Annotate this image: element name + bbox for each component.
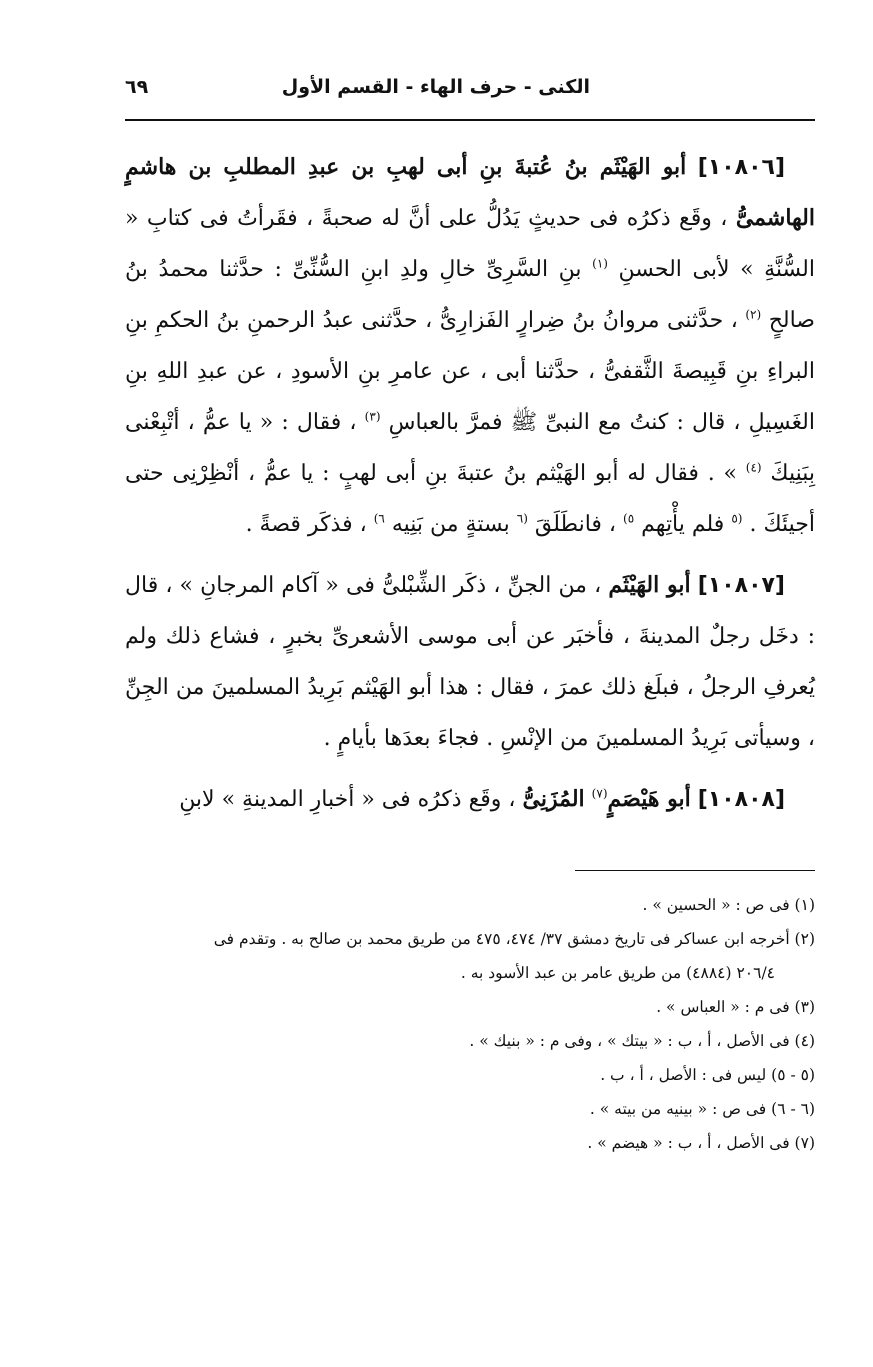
entry-text: » . فقال له أبو الهَيْثم بنُ عتبةَ بنِ أبى لهبٍ : يا عمُّ ، أنْظِرْنِى حتى أجيئَكَ . (125, 461, 815, 537)
footnote-marker: (٧) (591, 786, 608, 801)
entry-number: [١٠٨٠٦] (697, 155, 785, 180)
entry-text: ، حدَّثنى مروانُ بنُ ضِرارٍ الفَزارِىُّ ، حدَّثنى عبدُ الرحمنِ بنُ الحكمِ بنِ البراءِ بنِ قَبِيصةَ الثَّقفىُّ ، حدَّثنا أبى ، عن عامرِ بنِ الأسودِ ، عن عبدِ اللهِ بنِ الغَسِيلِ ، قال : كنتُ مع النبىِّ ﷺ فمرَّ بالعباسِ (125, 308, 815, 435)
footnote: (٦ - ٦) فى ص : « بينيه من بيته » . (589, 1100, 815, 1118)
entry-10808 (125, 774, 815, 825)
entry-name-nisba: المُزَنِىُّ (522, 786, 585, 812)
footnote: (٣) فى م : « العباس » . (656, 998, 815, 1016)
footnote: (٤) فى الأصل ، أ ، ب : « بيتك » ، وفى م : « بنيك » . (469, 1032, 815, 1050)
entry-name: أبو الهَيْثَم بنُ عُتبةَ بنِ أبى لهبِ بن عبدِ المطلبِ بن هاشمٍ الهاشمىُّ (125, 154, 815, 231)
footnote: (٢) أخرجه ابن عساكر فى تاريخ دمشق ٣٧/ ٤٧٤، ٤٧٥ من طريق محمد بن صالح به . وتقدم فى (213, 930, 815, 948)
entry-number: [١٠٨٠٨] (697, 787, 785, 812)
entry-text: ، وقَع ذكرُه فى حديثٍ يَدُلُّ على أنَّ له صحبةً ، فقَرأتُ فى كتابِ « السُّنَّةِ » لأبى الحسنِ (125, 206, 815, 282)
header-rule (125, 119, 815, 121)
footnote: (٧) فى الأصل ، أ ، ب : « هيضم » . (587, 1134, 815, 1152)
footnote-marker: (٦ (516, 511, 528, 526)
entry-number: [١٠٨٠٧] (697, 573, 785, 598)
page-number: ٦٩ (125, 76, 149, 98)
footnote: (١) فى ص : « الحسين » . (642, 896, 815, 914)
body-text (125, 142, 815, 835)
entry-text: بستةٍ من بَنِيه (391, 512, 510, 537)
footnotes (125, 888, 815, 1160)
footnote-marker: ٥) (623, 511, 635, 526)
entry-text: ، فانطَلَقَ (534, 512, 617, 537)
entry-text: ، من الجنِّ ، ذكَر الشِّبْلىُّ فى « آكام المرجانِ » ، قال : دخَل رجلٌ المدينةَ ، فأخبَر عن أبى موسى الأشعرىِّ بخبرٍ ، فشاع ذلك ولم يُعرفِ الرجلُ ، فبلَغ ذلك عمرَ ، فقال : هذا أبو الهَيْثم بَرِيدُ المسلمينَ من الجِنِّ ، وسيأتى بَرِيدُ المسلمينَ من الإنْسِ . فجاءَ بعدَها بأيامٍ . (125, 573, 815, 751)
entry-text: بنِ السَّرِىِّ خالِ ولدِ ابنِ السُّنِّىِّ : حدَّثنا محمدُ بنُ صالحٍ (125, 257, 815, 333)
footnote-marker: (٣) (364, 409, 381, 424)
running-header (125, 72, 815, 112)
footnote-marker: ٦) (373, 511, 385, 526)
entry-name: أبو هَيْصَمٍ (607, 786, 691, 812)
entry-text: ، وقَع ذكرُه فى « أخبارِ المدينةِ » لابنِ (179, 787, 516, 812)
footnote-separator (575, 870, 815, 871)
entry-10807 (125, 560, 815, 764)
header-title: الكنى - حرف الهاء - القسم الأول (281, 76, 590, 98)
entry-text: فلم يأْتِهم (641, 512, 725, 537)
entry-name: أبو الهَيْثَم (608, 572, 691, 598)
entry-text: ، فذكَر قصةً . (245, 512, 367, 537)
footnote-marker: (٢) (745, 307, 762, 322)
footnote-marker: (١) (592, 256, 608, 271)
footnote: (٥ - ٥) ليس فى : الأصل ، أ ، ب . (600, 1066, 815, 1084)
footnote-marker: (٤) (745, 460, 762, 475)
footnote-continuation: ٢٠٦/٤ (٤٨٨٤) من طريق عامر بن عبد الأسود به . (460, 964, 775, 982)
entry-text: ، فقال : « يا عمُّ ، أتْبِعْنى بِبَنِيكَ (125, 410, 815, 486)
footnote-marker: (٥ (731, 511, 743, 526)
entry-10806 (125, 142, 815, 550)
